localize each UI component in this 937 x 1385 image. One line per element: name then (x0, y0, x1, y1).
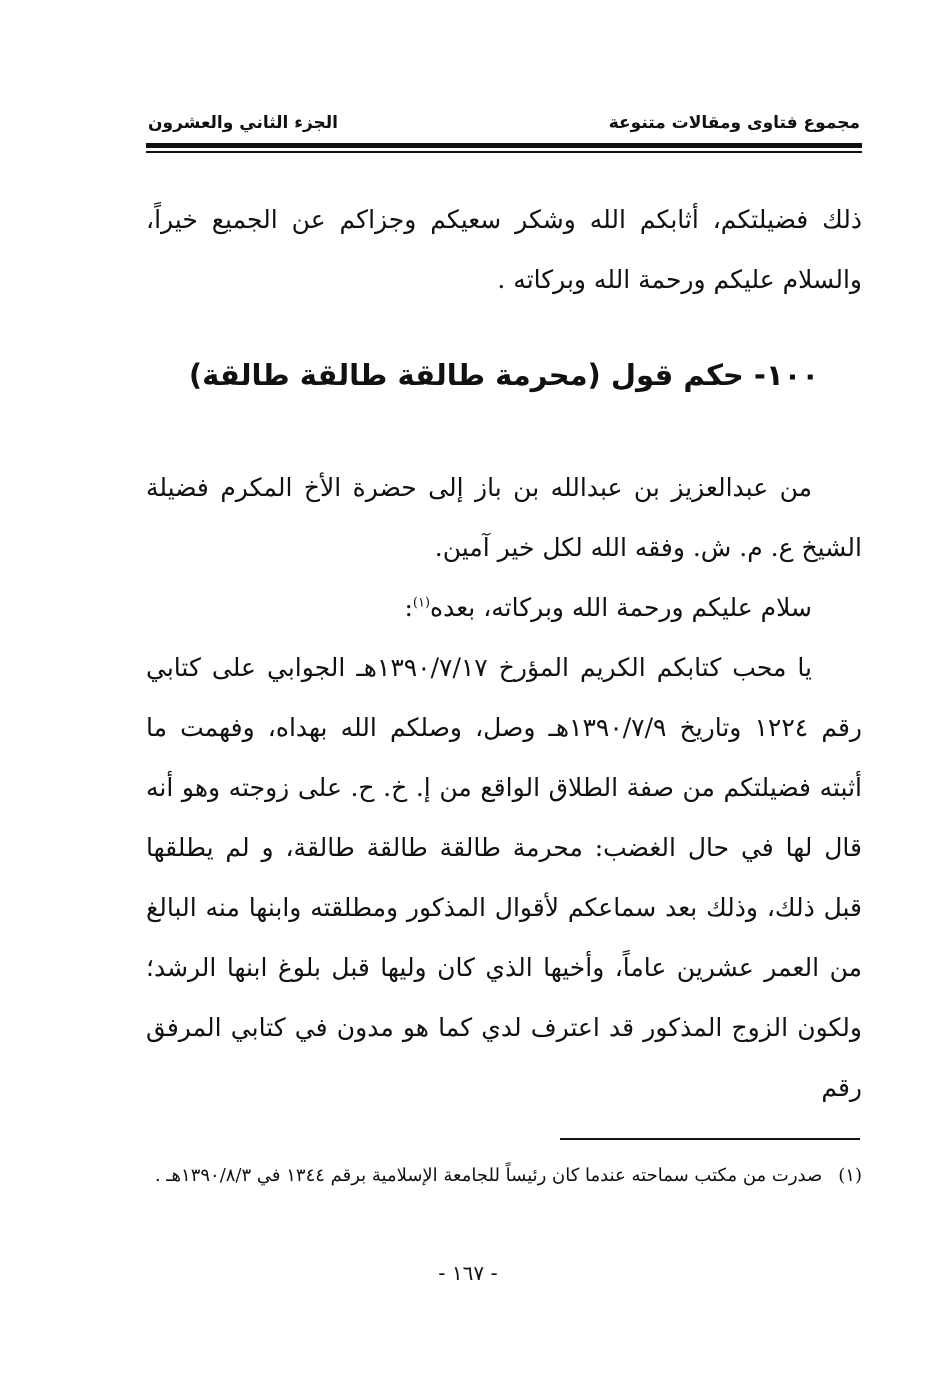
footnote-marker: (١) (838, 1165, 862, 1186)
book-title: مجموع فتاوى ومقالات متنوعة (608, 113, 860, 133)
letter-addressee: من عبدالعزيز بن عبدالله بن باز إلى حضرة الأخ المكرم فضيلة الشيخ ع. م. ش. وفقه الله لكل خير آمين. (146, 473, 862, 562)
intro-paragraph (146, 190, 862, 310)
volume-title: الجزء الثاني والعشرون (148, 113, 339, 133)
page-number: - ١٦٧ - (438, 1261, 498, 1285)
header-rule-thick (146, 143, 862, 148)
letter-paragraph: يا محب كتابكم الكريم المؤرخ ١٣٩٠/٧/١٧هـ الجوابي على كتابي رقم ١٢٢٤ وتاريخ ١٣٩٠/٧/٩هـ وصل، وصلكم الله بهداه، وفهمت ما أثبته فضيلتكم من صفة الطلاق الواقع من إ. خ. ح. على زوجته وهو أنه قال لها في حال الغضب: محرمة طالقة طالقة طالقة، و لم يطلقها قبل ذلك، وذلك بعد سماعكم لأقوال المذكور ومطلقته وابنها منه البالغ من العمر عشرين عاماً، وأخيها الذي كان وليها قبل بلوغ ابنها الرشد؛ ولكون الزوج المذكور قد اعترف لدي كما هو مدون في كتابي المرفق رقم (146, 653, 862, 1102)
footnote-separator (560, 1138, 860, 1140)
footnote (146, 1156, 862, 1196)
footnote-text: صدرت من مكتب سماحته عندما كان رئيساً للجامعة الإسلامية برقم ١٣٤٤ في ١٣٩٠/٨/٣هـ . (154, 1165, 823, 1186)
header-rule-thin (146, 151, 862, 153)
letter-body (146, 458, 862, 1118)
greeting-text: سلام عليكم ورحمة الله وبركاته، بعده (430, 593, 812, 622)
intro-text: ذلك فضيلتكم، أثابكم الله وشكر سعيكم وجزاكم عن الجميع خيراً، والسلام عليكم ورحمة الله وبركاته . (146, 205, 862, 294)
footnote-reference: (١) (412, 595, 431, 611)
letter-greeting (146, 578, 862, 638)
greeting-colon: : (404, 593, 413, 622)
article-title: ١٠٠- حكم قول (محرمة طالقة طالقة طالقة) (188, 358, 820, 392)
running-header (148, 108, 860, 138)
